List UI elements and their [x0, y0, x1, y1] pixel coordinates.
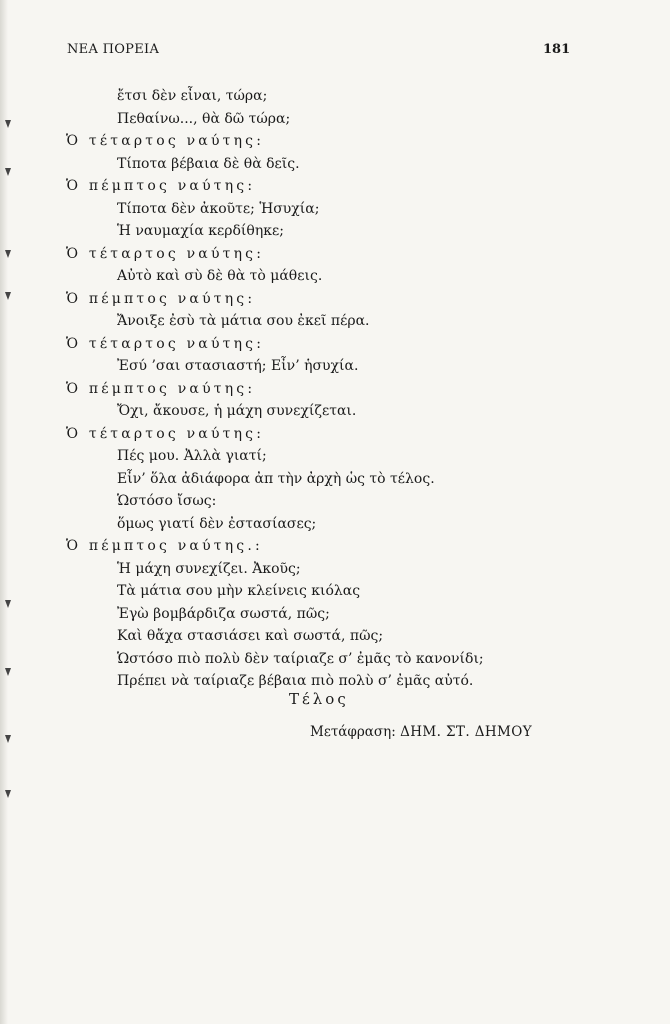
margin-mark-icon — [5, 790, 11, 798]
verse-line: Πρέπει νὰ ταίριαζε βέβαια πιὸ πολὺ σ’ ἐμᾶς αὐτό. — [117, 673, 474, 689]
verse-line: Τίποτα βέβαια δὲ θὰ δεῖς. — [117, 155, 300, 172]
verse-line: Εἶν’ ὅλα ἀδιάφορα ἀπ τὴν ἀρχὴ ὡς τὸ τέλος. — [117, 470, 435, 487]
margin-mark-icon — [5, 735, 11, 743]
verse-line: Ἐσύ ’σαι στασιαστή; Εἶν’ ἡσυχία. — [117, 358, 359, 374]
verse-line: Ἡ μάχη συνεχίζει. Ἀκοῦς; — [117, 560, 301, 577]
verse-line: Ἐγὼ βομβάρδιζα σωστά, πῶς; — [117, 605, 330, 622]
verse-line: Ὡστόσο πιὸ πολὺ δὲν ταίριαζε σ’ ἐμᾶς τὸ κανονίδι; — [117, 650, 484, 667]
verse-line: Τὰ μάτια σου μὴν κλείνεις κιόλας — [117, 583, 361, 599]
verse-line: Καὶ θἄχα στασιάσει καὶ σωστά, πῶς; — [117, 628, 384, 644]
speaker-line: Ὁ πέμπτος ναύτης.: — [66, 538, 263, 554]
speaker-line: Ὁ τέταρτος ναύτης: — [66, 335, 265, 352]
page-number: 181 — [543, 42, 571, 57]
verse-line: ὅμως γιατί δὲν ἐστασίασες; — [117, 515, 317, 532]
credit-label: Μετάφραση: — [310, 724, 396, 740]
play-text — [66, 85, 586, 693]
verse-line: Ὄχι, ἄκουσε, ἡ μάχη συνεχίζεται. — [117, 403, 357, 419]
verse-line: Πεθαίνω..., θὰ δῶ τώρα; — [117, 110, 291, 127]
verse-line: Ἄνοιξε ἐσὺ τὰ μάτια σου ἐκεῖ πέρα. — [117, 313, 370, 329]
speaker-line: Ὁ πέμπτος ναύτης: — [66, 178, 256, 194]
verse-line: Ἡ ναυμαχία κερδίθηκε; — [117, 223, 284, 239]
running-header-title: ΝΕΑ ΠΟΡΕΙΑ — [67, 42, 160, 57]
margin-mark-icon — [5, 168, 11, 176]
speaker-line: Ὁ τέταρτος ναύτης: — [66, 425, 265, 442]
margin-marks — [0, 0, 16, 1024]
speaker-line: Ὁ τέταρτος ναύτης: — [66, 133, 265, 149]
verse-line: ἔτσι δὲν εἶναι, τώρα; — [117, 88, 268, 104]
verse-line: Αὐτὸ καὶ σὺ δὲ θὰ τὸ μάθεις. — [117, 268, 323, 284]
margin-mark-icon — [5, 668, 11, 676]
margin-mark-icon — [5, 600, 11, 608]
margin-mark-icon — [5, 292, 11, 300]
margin-mark-icon — [5, 250, 11, 258]
speaker-line: Ὁ πέμπτος ναύτης: — [66, 380, 256, 397]
verse-line: Ὡστόσο ἴσως: — [117, 493, 217, 509]
translator-credit — [310, 724, 532, 740]
speaker-line: Ὁ πέμπτος ναύτης: — [66, 290, 256, 307]
margin-mark-icon — [5, 120, 11, 128]
speaker-line: Ὁ τέταρτος ναύτης: — [66, 245, 265, 262]
translator-name: ΔΗΜ. ΣΤ. ΔΗΜΟΥ — [400, 724, 533, 740]
verse-line: Τίποτα δὲν ἀκοῦτε; Ἡσυχία; — [117, 200, 320, 217]
verse-line: Πές μου. Ἀλλὰ γιατί; — [117, 448, 267, 464]
end-word: Τέλος — [289, 690, 349, 708]
